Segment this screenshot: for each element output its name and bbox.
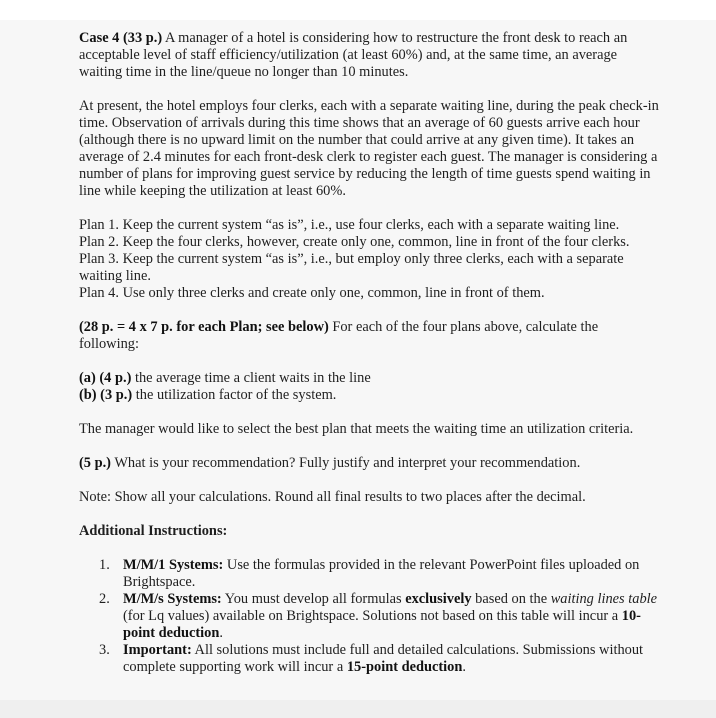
part-b (79, 387, 660, 404)
part-a-text: the average time a client waits in the line (131, 370, 371, 386)
instruction-text: Use the formulas provided in the relevant PowerPoint files uploaded on Brightspace. (123, 557, 640, 590)
question-paragraph (79, 319, 660, 353)
instruction-label: Important: (123, 642, 192, 658)
question-label: (28 p. = 4 x 7 p. for each Plan; see below) (79, 319, 329, 335)
plan-2: Plan 2. Keep the four clerks, however, create only one, common, line in front of the four clerks. (79, 234, 630, 250)
instruction-text: You must develop all formulas (221, 591, 406, 607)
instruction-label: M/M/s Systems: (123, 591, 222, 607)
present-paragraph: At present, the hotel employs four clerks, each with a separate waiting line, during the peak check-in time. Observation of arrivals during this time shows that an average of 60 guests arrive each hour (although there is no upward limit on the number that could arrive at any given time). It takes an average of 2.4 minutes for each front-desk clerk to register each guest. The manager is considering a number of plans for improving guest service by reducing the length of time guests spend waiting in line while keeping the utilization at least 60%. (79, 98, 659, 199)
additional-instructions-list (79, 557, 660, 676)
additional-instructions-heading: Additional Instructions: (79, 523, 228, 539)
instruction-number: 2. (99, 591, 110, 607)
instruction-item (79, 642, 660, 676)
emphasis-exclusively: exclusively (405, 591, 472, 607)
plan-3: Plan 3. Keep the current system “as is”, i.e., but employ only three clerks, each with a separate waiting line. (79, 251, 624, 284)
question-text: For each of the four plans above, calculate the following: (79, 319, 599, 352)
case-label: Case 4 (33 p.) (79, 30, 163, 46)
part-b-text: the utilization factor of the system. (132, 387, 337, 403)
manager-note: The manager would like to select the best plan that meets the waiting time an utilization criteria. (79, 421, 634, 437)
instruction-item (79, 557, 660, 591)
instruction-label: M/M/1 Systems: (123, 557, 224, 573)
plan-1: Plan 1. Keep the current system “as is”, i.e., use four clerks, each with a separate waiting line. (79, 217, 620, 233)
instruction-text: (for Lq values) available on Brightspace. Solutions not based on this table will incur a (123, 608, 622, 624)
instruction-text: All solutions must include full and detailed calculations. Submissions without complete supporting work will incur a (123, 642, 644, 675)
recommendation-text: What is your recommendation? Fully justify and interpret your recommendation. (110, 455, 581, 471)
instruction-text: based on the (471, 591, 551, 607)
part-a-label: (a) (4 p.) (79, 370, 132, 386)
recommendation-label: (5 p.) (79, 455, 111, 471)
part-a (79, 370, 660, 387)
deduction-amount: 15-point deduction (346, 659, 463, 675)
recommendation-paragraph (79, 455, 660, 472)
calculation-note: Note: Show all your calculations. Round all final results to two places after the decimal. (79, 489, 586, 505)
deduction-amount: 10-point deduction (123, 608, 641, 641)
plan-4: Plan 4. Use only three clerks and create only one, common, line in front of them. (79, 285, 545, 301)
instruction-text: . (462, 659, 466, 675)
part-b-label: (b) (3 p.) (79, 387, 133, 403)
intro-text: A manager of a hotel is considering how to restructure the front desk to reach an acceptable level of staff efficiency/utilization (at least 60%) and, at the same time, an average waiting time in the line/queue no longer than 10 minutes. (79, 30, 628, 80)
instruction-item (79, 591, 660, 642)
instruction-number: 3. (99, 642, 110, 658)
waiting-lines-table-reference: waiting lines table (550, 591, 658, 607)
instruction-text: . (219, 625, 223, 641)
instruction-number: 1. (99, 557, 110, 573)
intro-paragraph (79, 30, 660, 81)
